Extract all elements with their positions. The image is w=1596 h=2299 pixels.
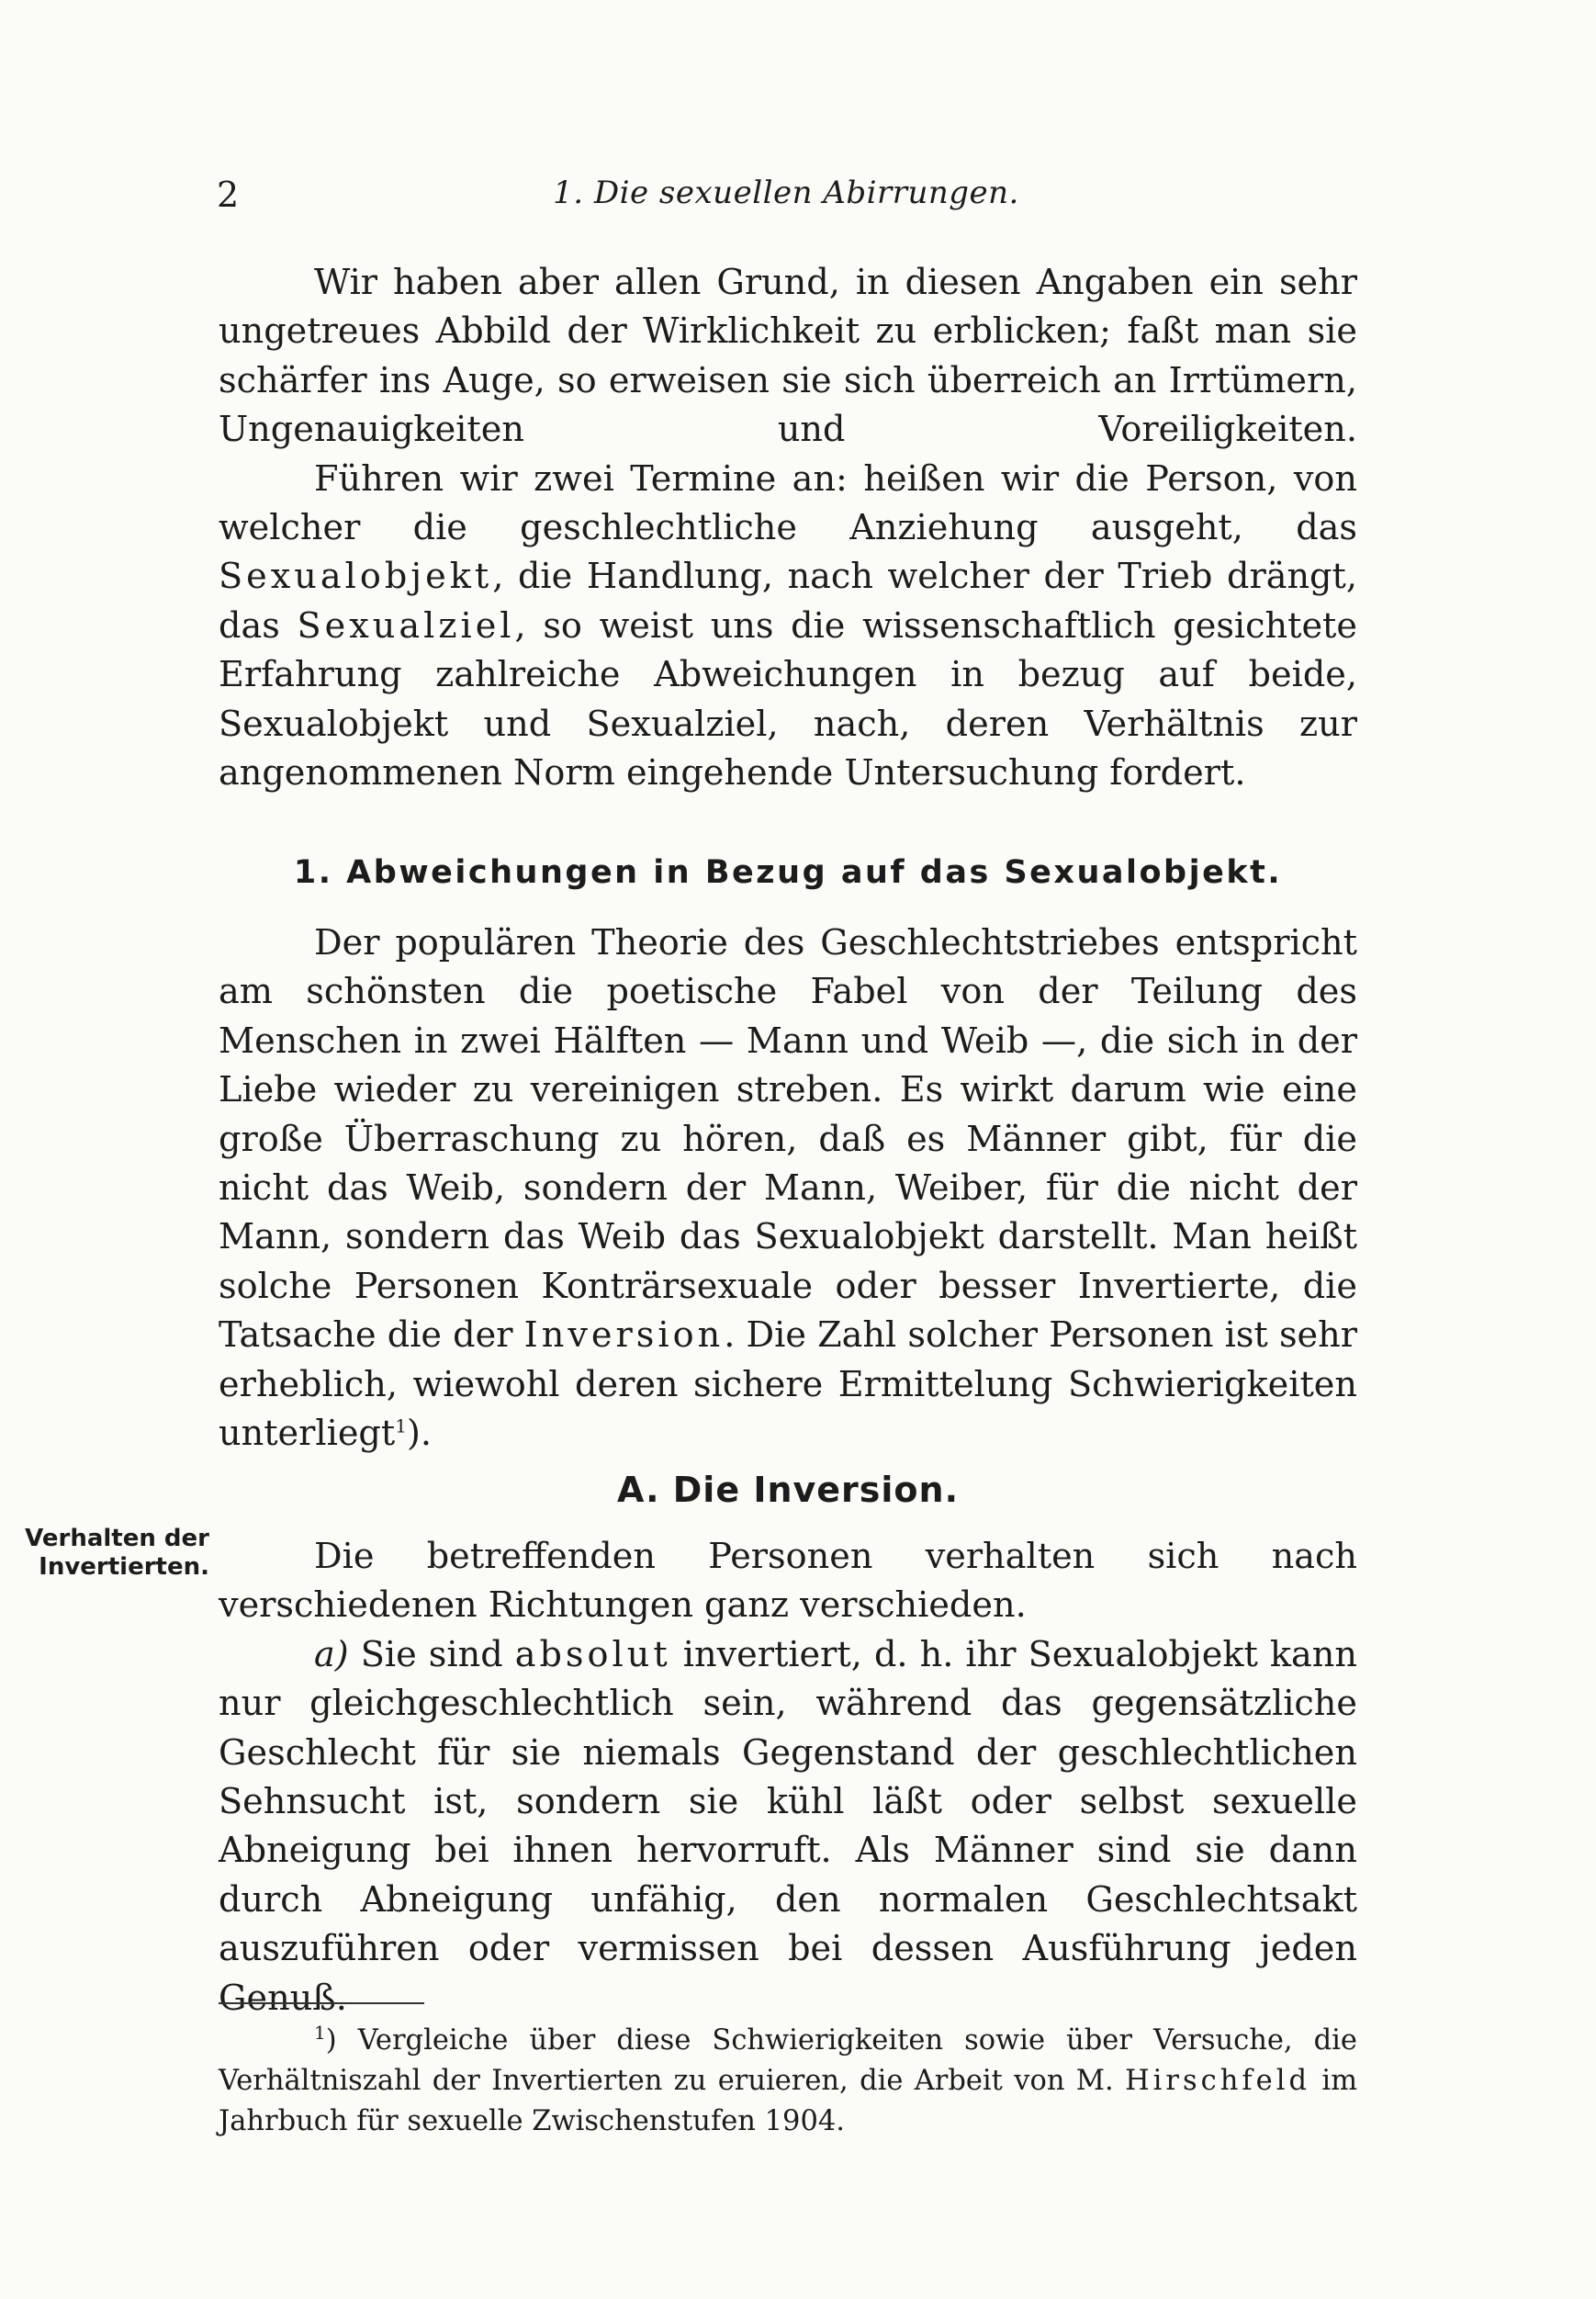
footnote-1-text-a: ) Vergleiche über diese Schwierigkeiten sowie über Versuche, die Verhältniszahl der Invertierten zu eruieren, die Arbeit von M. (219, 2024, 1357, 2097)
running-head (217, 175, 1355, 220)
intro-paragraph-2-text-b: , die Handlung, nach welcher der Trieb drängt, das (219, 557, 1357, 647)
footnote-divider (219, 2002, 424, 2004)
section-heading-1: 1. Abweichungen in Bezug auf das Sexualobjekt. (293, 854, 1283, 891)
footnote-1 (219, 2021, 1357, 2142)
footnote-reference[interactable]: 1 (395, 1414, 407, 1437)
section-1-paragraph (219, 919, 1357, 1459)
page-number: 2 (217, 175, 240, 215)
intro-paragraph-2-text-a: Führen wir zwei Termine an: heißen wir die Person, von welcher die geschlechtliche Anziehung ausgeht, das (219, 458, 1357, 549)
term-sexualziel: Sexualziel (297, 605, 515, 647)
footnote-1-mark: 1 (314, 2021, 326, 2044)
margin-note: Verhalten der Invertierten. (25, 1525, 209, 1581)
section-1-text-a: Der populären Theorie des Geschlechtstriebes entspricht am schönsten die poetische Fabel von der Teilung des Menschen in zwei Hälften — Mann und Weib —, die sich in der Liebe wieder zu vereinigen streben. Es wirkt darum wie eine große Überraschung zu hören, daß es Männer gibt, für die nicht das Weib, sondern der Mann, Weiber, für die nicht der Mann, sondern das Weib das Sexualobjekt darstellt. Man heißt solche Personen Konträrsexuale oder besser Invertierte, die Tatsache die der (219, 923, 1357, 1357)
intro-paragraph-1 (219, 259, 1357, 456)
footnote-1-author: Hirschfeld (1125, 2065, 1310, 2097)
section-a-item-a (219, 1631, 1357, 2023)
running-title: 1. Die sexuellen Abirrungen. (553, 175, 1019, 211)
section-a-paragraph-1 (219, 1533, 1357, 1631)
term-absolut: absolut (514, 1634, 671, 1675)
item-a-label: a) (314, 1634, 349, 1675)
footnotes (219, 2021, 1357, 2142)
intro-paragraph-2-text-c: , so weist uns die wissenschaftlich gesichtete Erfahrung zahlreiche Abweichungen in bezug auf beide, Sexualobjekt und Sexualziel, nach, deren Verhältnis zur angenommenen Norm eingehende Untersuchung fordert. (219, 605, 1357, 795)
section-1-text-c: ). (406, 1414, 432, 1455)
section-1-text-b: . Die Zahl solcher Personen ist sehr erheblich, wiewohl deren sichere Ermittelung Schwierigkeiten unterliegt (219, 1315, 1357, 1455)
intro-block (219, 259, 1357, 798)
footnote-1-text-b: im Jahrbuch für sexuelle Zwischenstufen 1904. (219, 2065, 1358, 2137)
term-sexualobjekt: Sexualobjekt (219, 557, 493, 598)
intro-paragraph-2 (219, 456, 1357, 799)
section-1-block (219, 919, 1357, 1459)
section-heading-a: A. Die Inversion. (616, 1470, 960, 1510)
section-a-paragraph-1-text: Die betreffenden Personen verhalten sich nach verschiedenen Richtungen ganz verschieden. (219, 1537, 1357, 1627)
section-a-block (219, 1533, 1357, 2023)
intro-paragraph-1-text: Wir haben aber allen Grund, in diesen Angaben ein sehr ungetreues Abbild der Wirklichkeit zu erblicken; faßt man sie schärfer ins Auge, so erweisen sie sich überreich an Irrtümern, Ungenauigkeiten und Voreiligkeiten. (219, 263, 1357, 451)
term-inversion: Inversion (523, 1315, 725, 1357)
item-a-text-1: Sie sind (348, 1634, 515, 1675)
item-a-text-2: invertiert, d. h. ihr Sexualobjekt kann nur gleichgeschlechtlich sein, während das gegensätzliche Geschlecht für sie niemals Gegenstand der geschlechtlichen Sehnsucht ist, sondern sie kühl läßt oder selbst sexuelle Abneigung bei ihnen hervorruft. Als Männer sind sie dann durch Abneigung unfähig, den normalen Geschlechtsakt auszuführen oder vermissen bei dessen Ausführung jeden Genuß. (219, 1634, 1357, 2019)
